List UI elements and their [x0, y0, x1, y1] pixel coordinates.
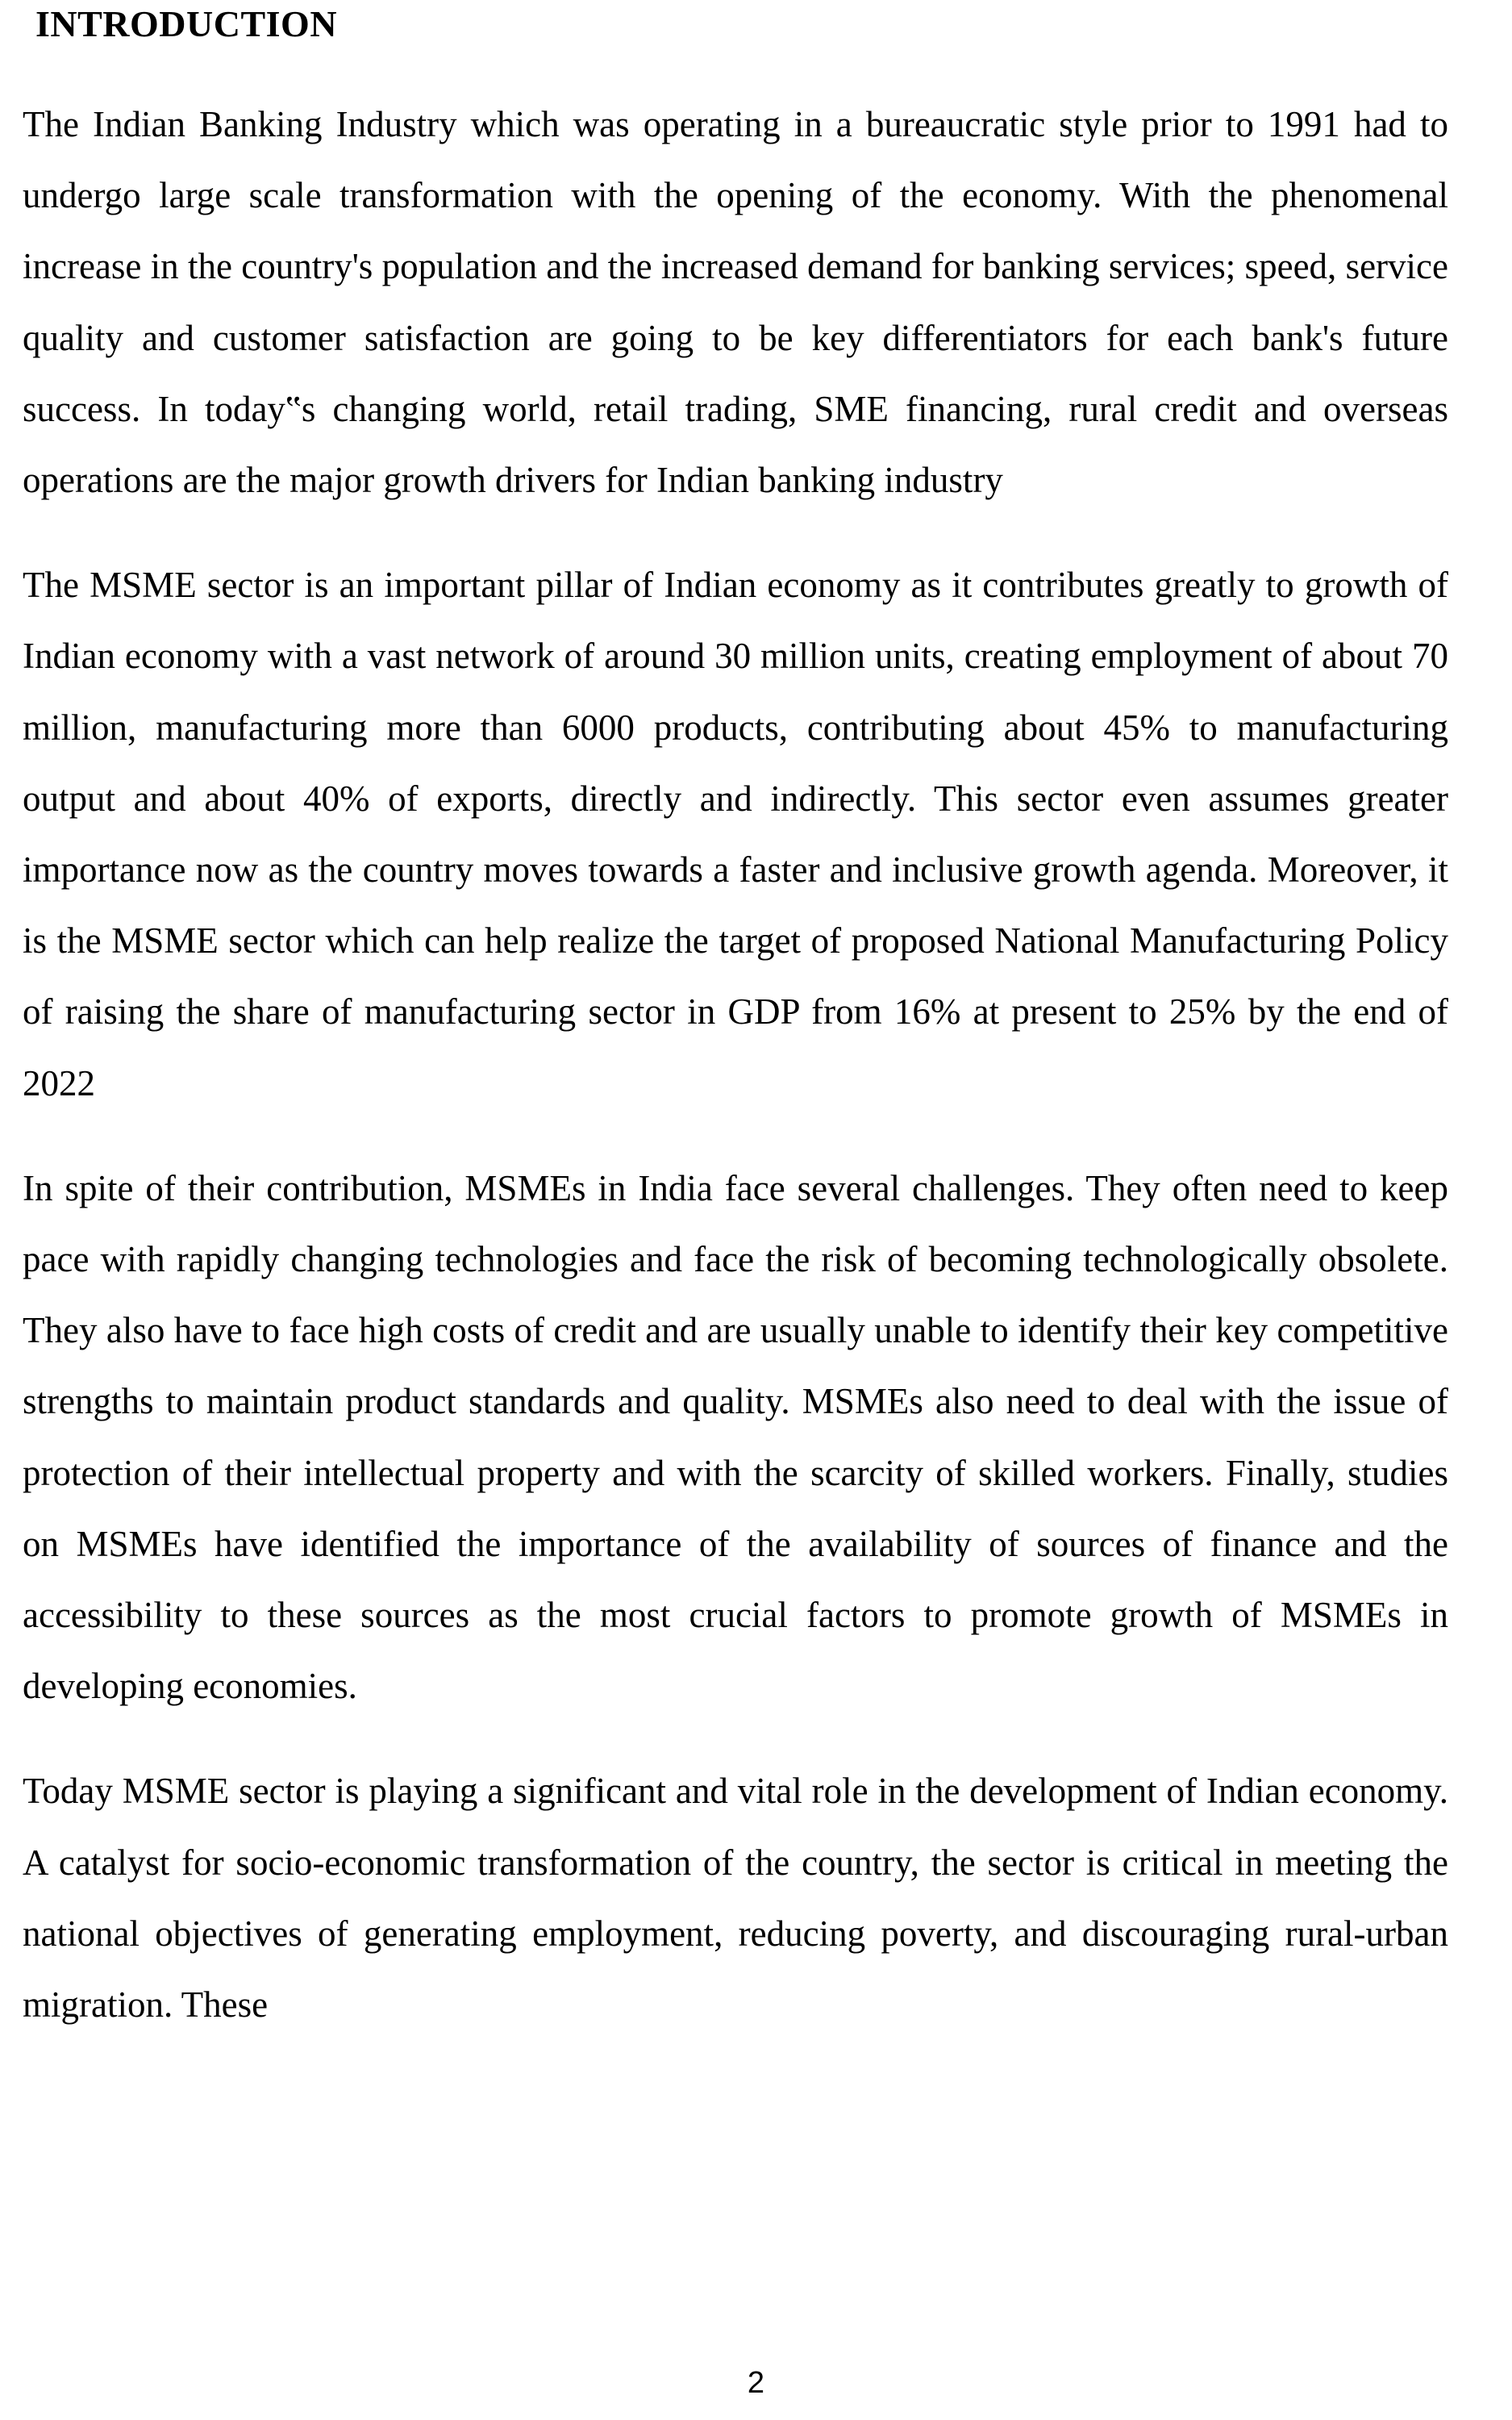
body-text [23, 89, 1448, 2074]
paragraph-msme-challenges: In spite of their contribution, MSMEs in India face several challenges. They often need to keep pace with rapidly changing technologies and face the risk of becoming technologically obsolete. They also have to face high costs of credit and are usually unable to identify their key competitive strengths to maintain product standards and quality. MSMEs also need to deal with the issue of protection of their intellectual property and with the scarcity of skilled workers. Finally, studies on MSMEs have identified the importance of the availability of sources of finance and the accessibility to these sources as the most crucial factors to promote growth of MSMEs in developing economies. [23, 1167, 1448, 1707]
page-number: 2 [747, 2366, 765, 2400]
paragraph-banking-industry: The Indian Banking Industry which was operating in a bureaucratic style prior to 1991 had to undergo large scale transformation with the opening of the economy. With the phenomenal increase in the country's population and the increased demand for banking services; speed, service quality and customer satisfaction are going to be key differentiators for each bank's future success. In today‟s changing world, retail trading, SME financing, rural credit and overseas operations are the major growth drivers for Indian banking industry [23, 104, 1448, 501]
paragraph-msme-role: Today MSME sector is playing a significant and vital role in the development of Indian economy. A catalyst for socio-economic transformation of the country, the sector is critical in meeting the national objectives of generating employment, reducing poverty, and discouraging rural-urban migration. These [23, 1771, 1448, 2026]
section-heading: INTRODUCTION [35, 3, 338, 44]
paragraph-msme-sector: The MSME sector is an important pillar of Indian economy as it contributes greatly to growth of Indian economy with a vast network of around 30 million units, creating employment of about 70 million, manufacturing more than 6000 products, contributing about 45% to manufacturing output and about 40% of exports, directly and indirectly. This sector even assumes greater importance now as the country moves towards a faster and inclusive growth agenda. Moreover, it is the MSME sector which can help realize the target of proposed National Manufacturing Policy of raising the share of manufacturing sector in GDP from 16% at present to 25% by the end of 2022 [23, 565, 1448, 1104]
